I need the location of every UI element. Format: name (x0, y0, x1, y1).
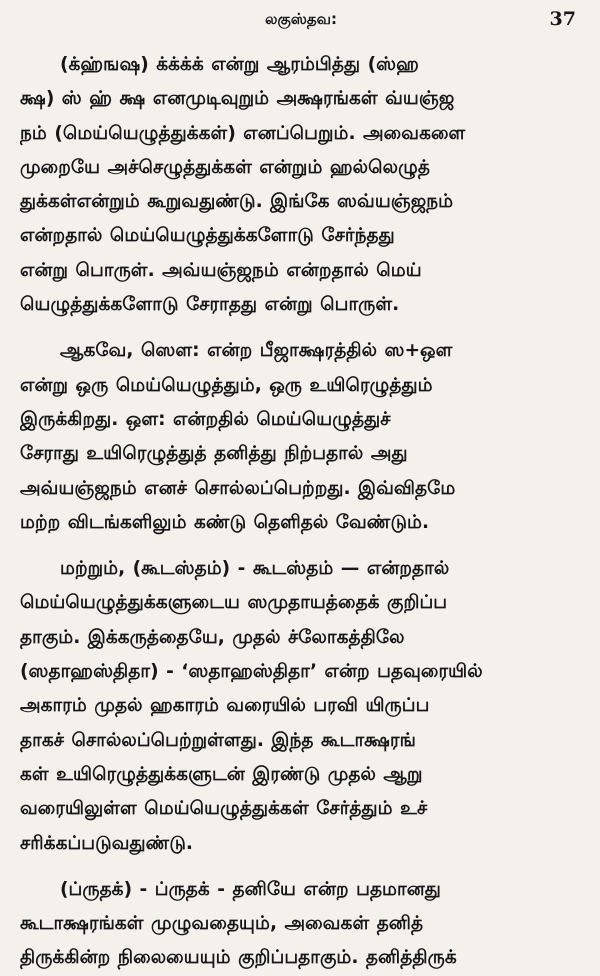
text-line: என்று பொருள். அவ்யஞ்ஜநம் என்றதால் மெய் (20, 259, 422, 281)
text-line: தாகும். இக்கருத்தையே, முதல் ச்லோகத்திலே (20, 626, 405, 648)
text-line: (ப்ருதக்) - ப்ருதக் - தனியே என்ற பதமானது (60, 878, 441, 900)
text-line: கள் உயிரெழுத்துக்களுடன் இரண்டு முதல் ஆறு (20, 763, 423, 785)
text-line: அகாரம் முதல் ஹகாரம் வரையில் பரவி யிருப்ப (20, 695, 430, 717)
text-line: என்றதால் மெய்யெழுத்துக்களோடு சேர்ந்தது (20, 225, 395, 247)
text-line: மற்றும், (கூடஸ்தம்) - கூடஸ்தம் — என்றதால் (60, 558, 450, 580)
text-line: மெய்யெழுத்துக்களுடைய ஸமுதாயத்தைக் குறிப்ப (20, 592, 448, 614)
text-line: வரையிலுள்ள மெய்யெழுத்துக்கள் சேர்த்தும் உச் (20, 798, 428, 820)
text-line: ஆகவே, ஸௌ: என்ற பீஜாக்ஷரத்தில் ஸ+ஒள (60, 340, 453, 362)
text-line: சரிக்கப்படுவதுண்டு. (20, 832, 193, 854)
header-title: லகுஸ்தவ: (265, 10, 337, 28)
text-line: கூடாக்ஷரங்கள் முழுவதையும், அவைகள் தனித் (20, 913, 424, 935)
paragraph-1 (20, 48, 582, 322)
running-header (20, 0, 582, 38)
text-line: தாகச் சொல்லப்பெற்றுள்ளது. இந்த கூடாக்ஷரங் (20, 729, 416, 751)
text-line: அவ்யஞ்ஜநம் எனச் சொல்லப்பெற்றது. இவ்விதமே (20, 477, 456, 499)
text-line: யெழுத்துக்களோடு சேராதது என்று பொருள். (20, 294, 400, 316)
text-line: முறையே அச்செழுத்துக்கள் என்றும் ஹல்லெழுத் (20, 156, 431, 178)
paragraph-2 (20, 334, 582, 540)
text-line: (க்ஹ்ஙஷ) க்க்க்க் என்று ஆரம்பித்து (ஸ்ஹ (60, 54, 419, 75)
text-line: துக்கள்என்றும் கூறுவதுண்டு. இங்கே ஸவ்யஞ்ஜநம் (20, 191, 454, 213)
text-line: திருக்கின்ற நிலையையும் குறிப்பதாகும். தனித்திருக் (20, 947, 457, 969)
paragraph-4 (20, 873, 582, 976)
text-line: நம் (மெய்யெழுத்துக்கள்) எனப்பெறும். அவைகளை (20, 122, 466, 144)
page-number: 37 (549, 8, 576, 30)
paragraph-3 (20, 552, 582, 861)
text-line: (ஸதாஹஸ்திதா) - ‘ஸதாஹஸ்திதா’ என்ற பதவுரையில் (20, 661, 483, 683)
text-line: என்று ஒரு மெய்யெழுத்தும், ஒரு உயிரெழுத்தும் (20, 374, 433, 396)
text-line: சேராது உயிரெழுத்துத் தனித்து நிற்பதால் அது (20, 443, 408, 465)
text-line: க்ஷ) ஸ் ஹ் க்ஷ எனமுடிவுறும் அக்ஷரங்கள் வ்யஞ்ஜ (20, 88, 455, 110)
text-line: மற்ற விடங்களிலும் கண்டு தெளிதல் வேண்டும். (20, 511, 430, 533)
text-line: இருக்கிறது. ஒள: என்றதில் மெய்யெழுத்துச் (20, 408, 391, 430)
